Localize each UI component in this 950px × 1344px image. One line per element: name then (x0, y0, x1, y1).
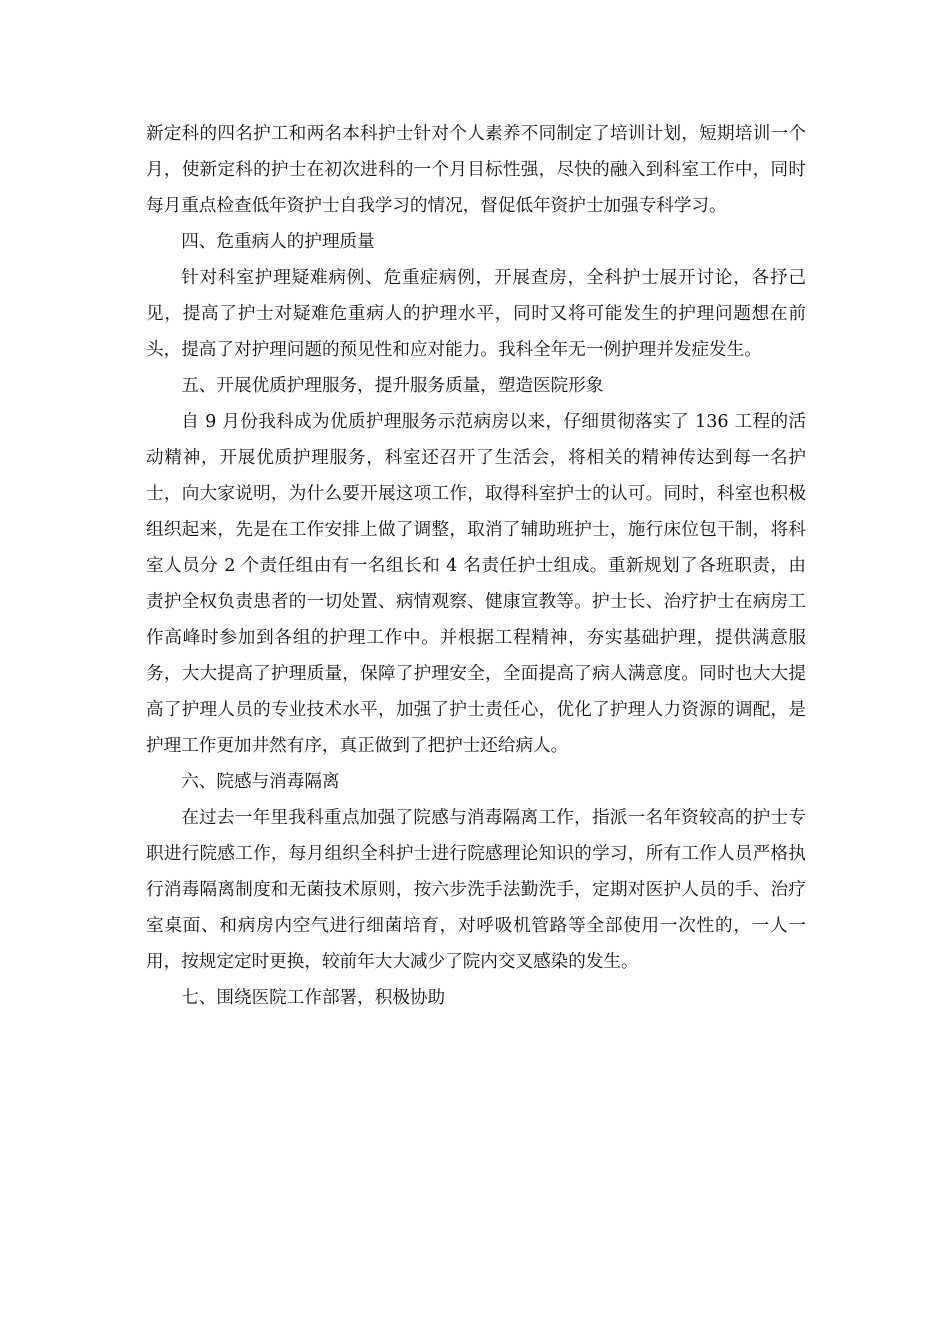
document-page (146, 116, 806, 1016)
paragraph-training: 新定科的四名护工和两名本科护士针对个人素养不同制定了培训计划，短期培训一个月，使新定科的护士在初次进科的一个月目标性强，尽快的融入到科室工作中，同时每月重点检查低年资护士自我学习的情况，督促低年资护士加强专科学习。 (146, 124, 806, 216)
paragraph-quality-service: 自 9 月份我科成为优质护理服务示范病房以来，仔细贯彻落实了 136 工程的活动精神，开展优质护理服务，科室还召开了生活会，将相关的精神传达到每一名护士，向大家说明，为什么要开展这项工作，取得科室护士的认可。同时，科室也积极组织起来，先是在工作安排上做了调整，取消了辅助班护士，施行床位包干制，将科室人员分 2 个责任组由有一名组长和 4 名责任护士组成。重新规划了各班职责，由责护全权负责患者的一切处置、病情观察、健康宣教等。护士长、治疗护士在病房工作高峰时参加到各组的护理工作中。并根据工程精神，夯实基础护理，提供满意服务，大大提高了护理质量，保障了护理安全，全面提高了病人满意度。同时也大大提高了护理人员的专业技术水平，加强了护士责任心，优化了护理人力资源的调配，是护理工作更加井然有序，真正做到了把护士还给病人。 (146, 412, 806, 756)
paragraph-infection-control: 在过去一年里我科重点加强了院感与消毒隔离工作，指派一名年资较高的护士专职进行院感工作，每月组织全科护士进行院感理论知识的学习，所有工作人员严格执行消毒隔离制度和无菌技术原则，按六步洗手法勤洗手，定期对医护人员的手、治疗室桌面、和病房内空气进行细菌培育，对呼吸机管路等全部使用一次性的，一人一用，按规定定时更换，较前年大大减少了院内交叉感染的发生。 (146, 808, 806, 972)
section-heading-7: 七、围绕医院工作部署，积极协助 (181, 988, 446, 1008)
section-heading-4: 四、危重病人的护理质量 (181, 232, 375, 252)
paragraph-critical-care: 针对科室护理疑难病例、危重症病例，开展查房，全科护士展开讨论，各抒己见，提高了护士对疑难危重病人的护理水平，同时又将可能发生的护理问题想在前头，提高了对护理问题的预见性和应对能力。我科全年无一例护理并发症发生。 (146, 268, 806, 360)
section-heading-5: 五、开展优质护理服务，提升服务质量，塑造医院形象 (181, 376, 604, 396)
section-heading-6: 六、院感与消毒隔离 (181, 772, 340, 792)
